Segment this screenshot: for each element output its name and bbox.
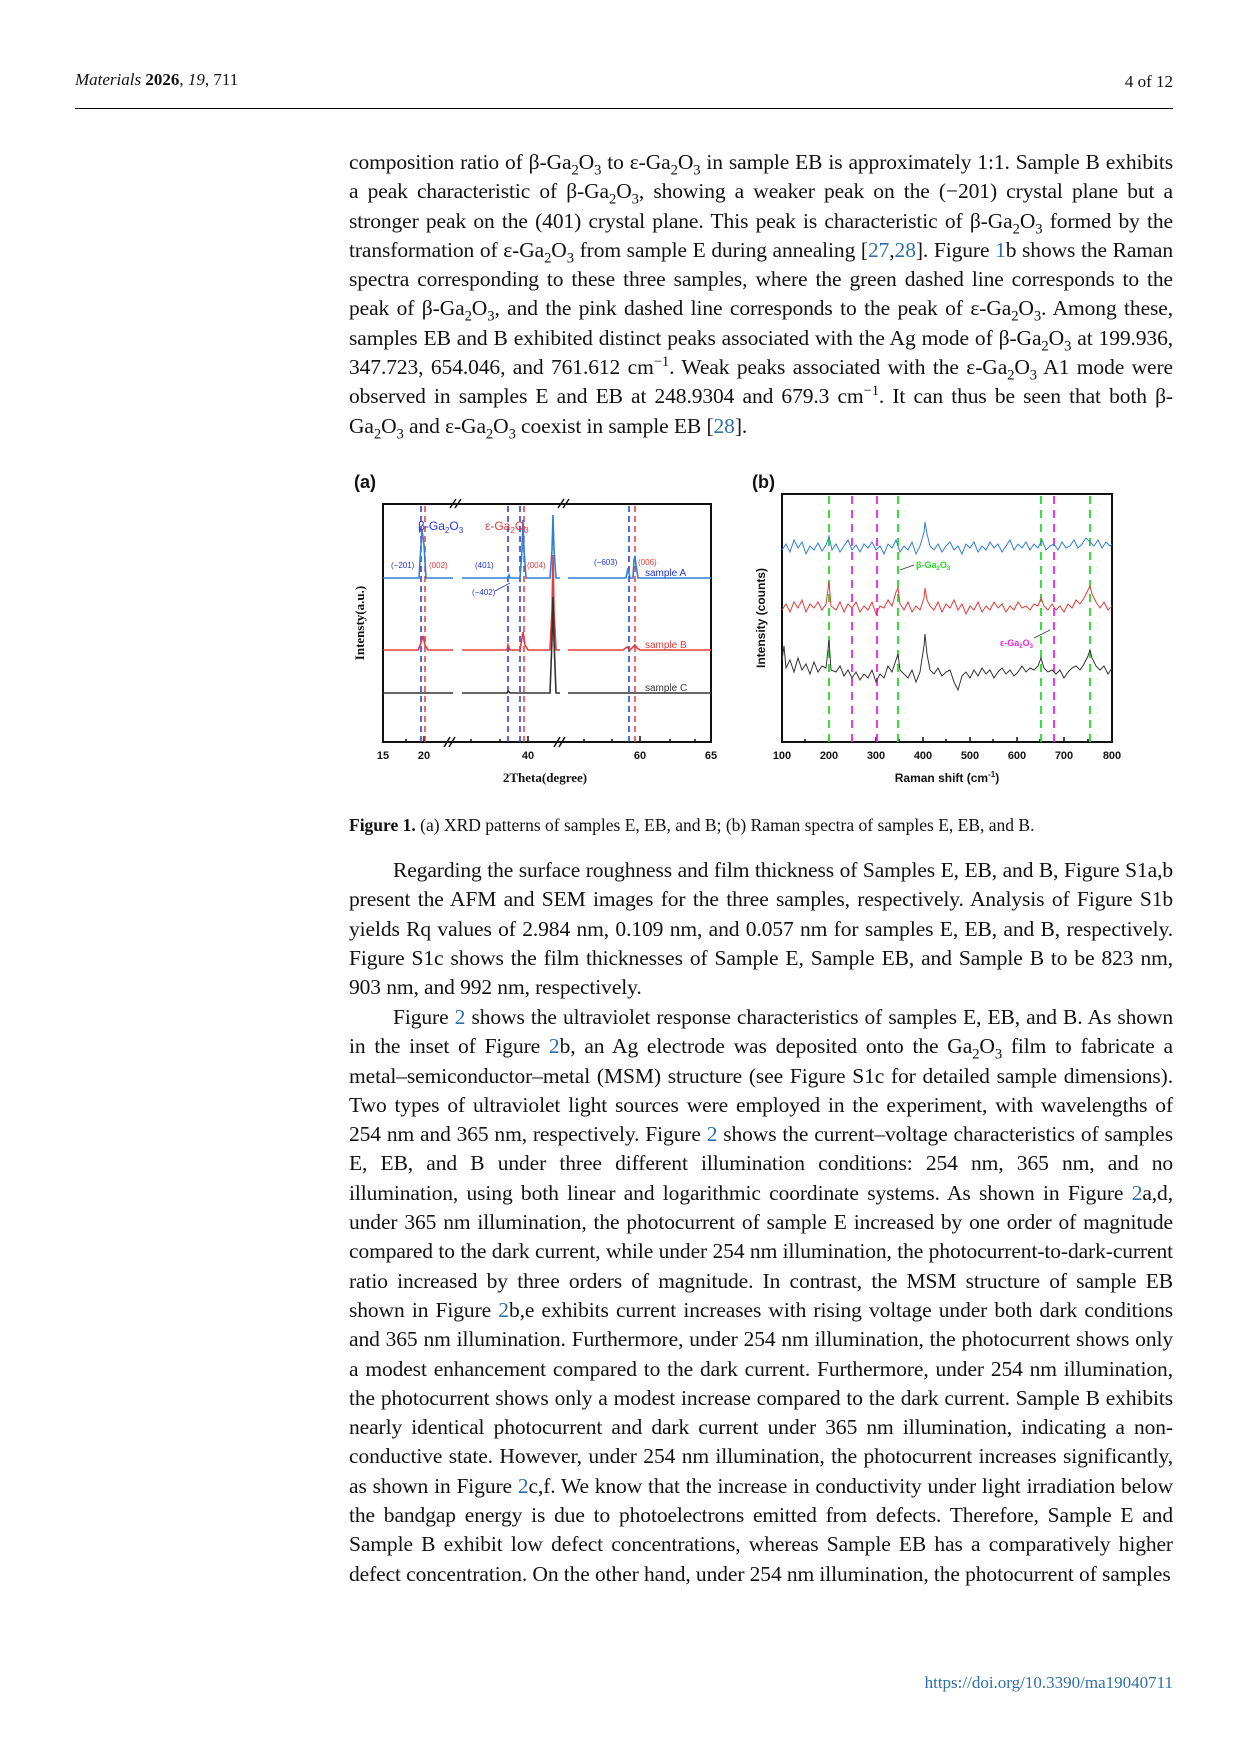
svg-text:Intensty(a.u.): Intensty(a.u.) — [352, 585, 367, 661]
header-divider — [75, 108, 1173, 109]
svg-text:sample A: sample A — [645, 568, 687, 579]
citation-link-27[interactable]: 27 — [867, 237, 890, 262]
caption-label: Figure 1. — [349, 815, 416, 835]
svg-text:(002): (002) — [429, 561, 448, 570]
svg-text:sample C: sample C — [645, 683, 688, 694]
figure-2-link[interactable]: 2 — [548, 1034, 560, 1059]
svg-text:(401): (401) — [475, 561, 494, 570]
svg-text:sample B: sample B — [645, 640, 687, 651]
paragraph-2: Regarding the surface roughness and film thickness of Samples E, EB, and B, Figure S1a,b present the AFM and SEM images for the three samples, respectively. Analysis of Figure S1b yields Rq values of 2.984 nm, 0.109 nm, and 0.057 nm for samples E, EB, and B, respectively. Figure S1c shows the film thicknesses of Sample E, Sample EB, and Sample B to be 823 nm, 903 nm, and 992 nm, respectively. — [349, 858, 1173, 1000]
figure-2-link[interactable]: 2 — [706, 1122, 718, 1147]
svg-text:Raman shift (cm-1): Raman shift $(cm^{-1})$ — [894, 770, 1000, 785]
panel-b-label: (b) — [752, 472, 775, 492]
figure-2-link[interactable]: 2 — [517, 1473, 529, 1498]
figure-1-caption — [349, 815, 1173, 836]
journal-volume: 19 — [187, 70, 205, 89]
svg-text:500: 500 — [960, 750, 980, 762]
svg-text:(−201): (−201) — [391, 561, 415, 570]
svg-text:300: 300 — [866, 750, 886, 762]
caption-text: (a) XRD patterns of samples E, EB, and B; (b) Raman spectra of samples E, EB, and B. — [415, 815, 1035, 835]
figure-2-link[interactable]: 2 — [498, 1297, 509, 1322]
doi-link[interactable]: https://doi.org/10.3390/ma19040711 — [924, 1673, 1173, 1692]
figure-1-link[interactable]: 1 — [995, 237, 1006, 262]
journal-name: Materials — [75, 70, 142, 89]
figure-2-link[interactable]: 2 — [1131, 1180, 1143, 1205]
paragraph-1: composition ratio of $\beta-Ga_2O_3$ to $\varepsilon-Ga_2O_3$ in sample EB is approximately 1:1. Sample B exhibits a peak characteristic of $\beta-Ga_2O_3$, showing a weaker peak on the (−201) crystal plane but a stronger peak on the (401) crystal plane. This peak is characteristic of $\beta-Ga_2O_3$ formed by the transformation of $\varepsilon-Ga_2O_3$ from sample E during annealing [27,28]. Figure 1b shows the Raman spectra corresponding to these three samples, where the green dashed line corresponds to the peak of $\beta-Ga_2O_3$, and the pink dashed line corresponds to the peak of $\varepsilon-Ga_2O_3$. Among these, samples EB and B exhibited distinct peaks associated with the Ag mode of $\beta-Ga_2O_3$ at 199.936, 347.723, 654.046, and 761.612 $cm^{-1}$. Weak peaks associated with the $\varepsilon-Ga_2O_3$ A1 mode were observed in samples E and EB at 248.9304 and 679.3 $cm^{-1}$. It can thus be seen that both $\beta-Ga_2O_3$ and $\varepsilon-Ga_2O_3$ coexist in sample EB [28]. — [349, 150, 1174, 442]
beta-label-xrd: $\beta-Ga_2O_3$ — [418, 519, 464, 535]
raman-chart — [754, 494, 1121, 785]
svg-text:(−603): (−603) — [594, 558, 618, 567]
svg-text:15: 15 — [376, 750, 390, 762]
page-indicator: 4 of 12 — [1124, 72, 1173, 91]
paragraph-3: Figure 2 shows the ultraviolet response characteristics of samples E, EB, and B. As shown in the inset of Figure 2b, an Ag electrode was deposited onto the $Ga_2O_3$ film to fabricate a metal–semiconductor–metal (MSM) structure (see Figure S1c for detailed sample dimensions). Two types of ultraviolet light sources were employed in the experiment, with wavelengths of 254 nm and 365 nm, respectively. Figure 2 shows the current–voltage characteristics of samples E, EB, and B under three different illumination conditions: 254 nm, 365 nm, and no illumination, using both linear and logarithmic coordinate systems. As shown in Figure 2a,d, under 365 nm illumination, the photocurrent of sample E increased by one order of magnitude compared to the dark current, while under 254 nm illumination, the photocurrent-to-dark-current ratio increased by three orders of magnitude. In contrast, the MSM structure of sample EB shown in Figure 2b,e exhibits current increases with rising voltage under both dark conditions and 365 nm illumination. Furthermore, under 254 nm illumination, the photocurrent shows only a modest enhancement compared to the dark current. Furthermore, under 254 nm illumination, the photocurrent shows only a modest increase compared to the dark current. Sample B exhibits nearly identical photocurrent and dark current under 365 nm illumination, indicating a non-conductive state. However, under 254 nm illumination, the photocurrent increases significantly, as shown in Figure 2c,f. We know that the increase in conductivity under light irradiation below the bandgap energy is due to photoelectrons emitted from defects. Therefore, Sample E and Sample B exhibit low defect concentrations, whereas Sample EB has a comparatively higher defect concentration. On the other hand, under 254 nm illumination, the photocurrent of samples — [349, 1005, 1174, 1586]
journal-year: 2026 — [145, 70, 180, 89]
xrd-chart — [352, 499, 717, 785]
svg-text:2Theta(degree): 2Theta(degree) — [502, 770, 588, 785]
svg-text:(006): (006) — [638, 558, 657, 567]
svg-text:(−402): (−402) — [472, 588, 496, 597]
svg-text:200: 200 — [819, 750, 839, 762]
svg-text:60: 60 — [633, 750, 647, 762]
citation-link-28b[interactable]: 28 — [713, 413, 735, 438]
svg-text:Intensity (counts): Intensity (counts) — [754, 567, 768, 669]
svg-text:600: 600 — [1007, 750, 1027, 762]
svg-text:(004): (004) — [527, 561, 546, 570]
figure-2-link[interactable]: 2 — [454, 1005, 466, 1029]
svg-text:400: 400 — [913, 750, 933, 762]
svg-text:800: 800 — [1102, 750, 1122, 762]
svg-text:700: 700 — [1054, 750, 1074, 762]
svg-text:20: 20 — [417, 750, 431, 762]
svg-text:40: 40 — [521, 750, 535, 762]
epsilon-label-raman: $\varepsilon-Ga_2O_3$ — [1000, 638, 1033, 650]
epsilon-label-xrd: $\varepsilon-Ga_2O_3$ — [485, 519, 529, 535]
citation-link-28[interactable]: 28 — [894, 237, 916, 262]
figure-1 — [340, 460, 1160, 800]
panel-a-label: (a) — [354, 472, 376, 492]
beta-label-raman: $\beta-Ga_2O_3$ — [916, 560, 951, 572]
svg-text:100: 100 — [772, 750, 792, 762]
svg-text:65: 65 — [704, 750, 718, 762]
article-number: 711 — [213, 70, 239, 89]
running-header-citation: Materials 2026, 19, 711 — [75, 70, 239, 89]
